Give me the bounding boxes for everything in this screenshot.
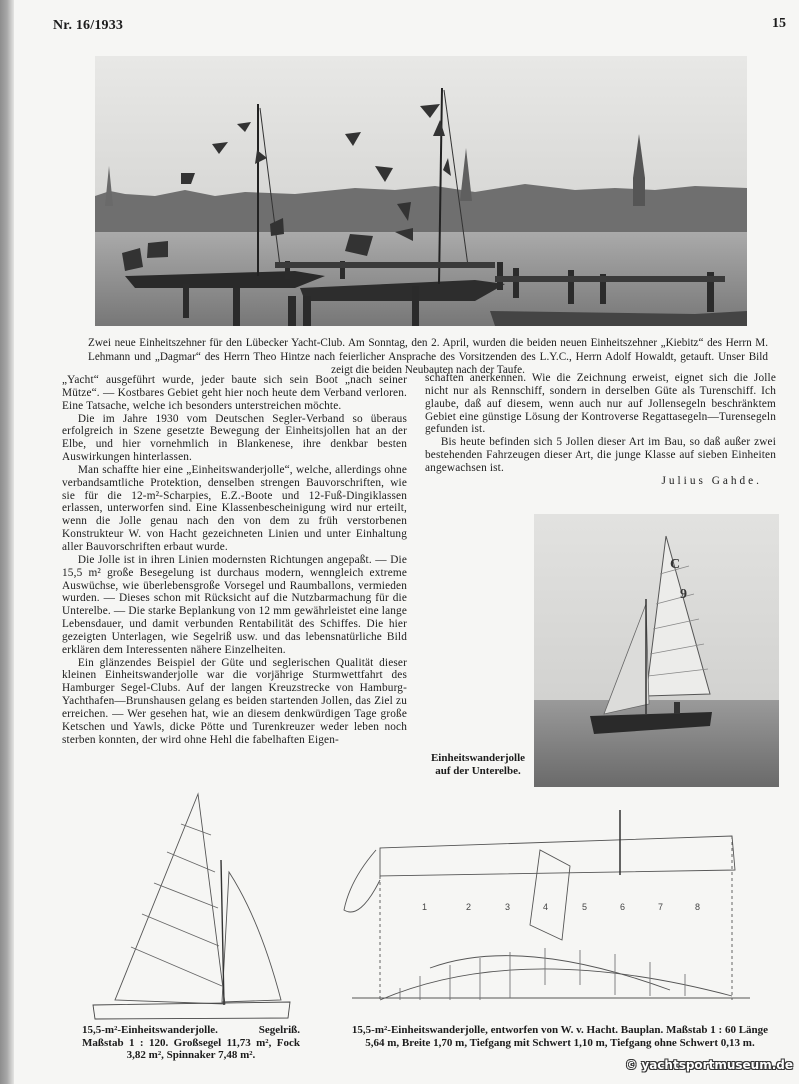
- article-paragraph: Man schaffte hier eine „Einheitswanderjolle“, welche, allerdings ohne verbandsamtliche Protektion, denselben strengen Bauvorschriften, wie sie für die 12-m²-Scharpies, E.Z.-Boote und 12-Fuß-Dingiklassen erlassen, unterworfen sind. Eine Klassenbescheinigung wird nur erteilt, wenn die Jolle genau nach den von dem zu früh verstorbenen Konstrukteur W. von Hacht gezeichneten Linien und unter Einhaltung aller Bauvorschriften erbaut wurde.: [62, 463, 407, 553]
- article-column-left: [62, 374, 407, 746]
- station-number: 7: [658, 902, 664, 912]
- page-spine-shadow: [0, 0, 14, 1084]
- station-number: 5: [582, 902, 588, 912]
- article-paragraph: Die Jolle ist in ihren Linien modernsten Richtungen angepaßt. — Die 15,5 m² große Besegelung ist durchaus modern, wenngleich extreme Auswüchse, wie überlebensgroße Vorsegel und Raumballons, vermieden wurden. — Dieses schon mit Rücksicht auf die Nutzbarmachung für die Unterelbe. — Die starke Beplankung von 12 mm gewährleistet eine lange Lebensdauer, und damit verbunden Rentabilität des Schiffes. Die hier gezeigten Unterlagen, wie Segelriß usw. und das lebensnatürliche Bild erklären dem Interessenten nähere Einzelheiten.: [62, 553, 407, 656]
- church-tower-right: [633, 178, 645, 206]
- station-number: 3: [505, 902, 511, 912]
- article-author: Julius Gahde.: [661, 474, 762, 487]
- jib-outline: [222, 872, 281, 1002]
- rudder: [344, 850, 380, 912]
- issue-number: Nr. 16/1933: [53, 18, 124, 33]
- station-number: 6: [620, 902, 626, 912]
- rowboat: [490, 311, 747, 326]
- page-number: 15: [772, 16, 786, 31]
- sail-mark-letter: C: [670, 557, 681, 572]
- centreboard: [530, 850, 570, 940]
- top-photo-caption: Zwei neue Einheitszehner für den Lübecker Yacht-Club. Am Sonntag, den 2. April, wurden die beiden neuen Einheitszehner „Kiebitz“ des Herrn M. Lehmann und „Dagmar“ des Herrn Theo Hintze nach feierlicher Ansprache des Vorsitzenden des L.Y.C., Herrn Adolf Howaldt, getauft. Unser Bild zeigt die beiden Neubauten nach der Taufe.: [88, 337, 768, 376]
- article-paragraph: schaften anerkennen. Wie die Zeichnung erweist, eignet sich die Jolle nicht nur als Rennschiff, sondern in derselben Güte als Turenschiff. Ich glaube, daß auf diesem, wenn auch nur auf Jollensegeln beschränktem Gebiet eine günstige Lösung der Kontroverse Regattasegeln—Turensegeln gefunden ist.: [425, 372, 776, 436]
- sail-plan-caption: 15,5-m²-Einheitswanderjolle. Segelriß. Maßstab 1 : 120. Großsegel 11,73 m², Fock 3,82 m², Spinnaker 7,48 m².: [82, 1024, 300, 1061]
- article-column-right: [425, 372, 776, 488]
- sail-mark-number: 9: [680, 587, 687, 602]
- jetty-deck: [275, 262, 495, 268]
- crew: [674, 702, 680, 714]
- copyright-watermark: © yachtsportmuseum.de: [625, 1058, 793, 1072]
- station-number: 2: [466, 902, 472, 912]
- construction-plan-caption: 15,5-m²-Einheitswanderjolle, entworfen von W. v. Hacht. Bauplan. Maßstab 1 : 60 Länge 5,64 m, Breite 1,70 m, Tiefgang mit Schwert 1,10 m, Tiefgang ohne Schwert 0,13 m.: [351, 1024, 769, 1049]
- article-paragraph: „Yacht“ ausgeführt wurde, jeder baute sich sein Boot „nach seiner Mütze“. — Kostbares Gebiet geht hier noch heute dem Verband verloren. Eine Tatsache, welche ich besonders unterstreichen möchte.: [62, 374, 407, 412]
- deck-plan-arc: [380, 969, 732, 1000]
- construction-plan-drawing: [340, 800, 760, 1015]
- top-photo-harbour: [95, 56, 747, 326]
- sailing-photo-caption: Einheitswanderjolle auf der Unterelbe.: [430, 752, 526, 777]
- station-number: 8: [695, 902, 701, 912]
- mainsail-outline: [115, 794, 225, 1004]
- sea: [534, 700, 779, 787]
- sailing-dinghy-photo: [534, 514, 779, 787]
- station-number: 4: [543, 902, 549, 912]
- harbour-photo-illustration: [95, 56, 747, 326]
- station-number: 1: [422, 902, 428, 912]
- hull-outline: [93, 1002, 290, 1019]
- article-paragraph: Bis heute befinden sich 5 Jollen dieser Art im Bau, so daß außer zwei bestehenden Fahrzeugen dieser Art, die junge Klasse auf sieben Einheiten angewachsen ist.: [425, 436, 776, 474]
- sail-plan-drawing: [85, 790, 295, 1020]
- hull-side-view: [380, 836, 735, 876]
- article-paragraph: Die im Jahre 1930 vom Deutschen Segler-Verband so überaus erfolgreich in Szene gesetzte Bewegung der Einheitsjollen hat an der Elbe, und hier vornehmlich in Blankenese, ihre denkbar besten Auswirkungen hinterlassen.: [62, 412, 407, 464]
- article-paragraph: Ein glänzendes Beispiel der Güte und seglerischen Qualität dieser kleinen Einheitswanderjolle war die vorjährige Sturmwettfahrt des Hamburger Segel-Clubs. Auf der langen Kreuzstrecke von Hamburg-Yachthafen—Brunshausen gelang es beiden startenden Jollen, das Ziel zu erreichen. — Wer gesehen hat, wie an diesem denkwürdigen Tage große Ketschen und Yawls, dicke Pötte und Turenkreuzer weder leben noch sterben konnten, der wird ohne Hehl die fabelhaften Eigen-: [62, 656, 407, 746]
- sailing-photo-illustration: [534, 514, 779, 787]
